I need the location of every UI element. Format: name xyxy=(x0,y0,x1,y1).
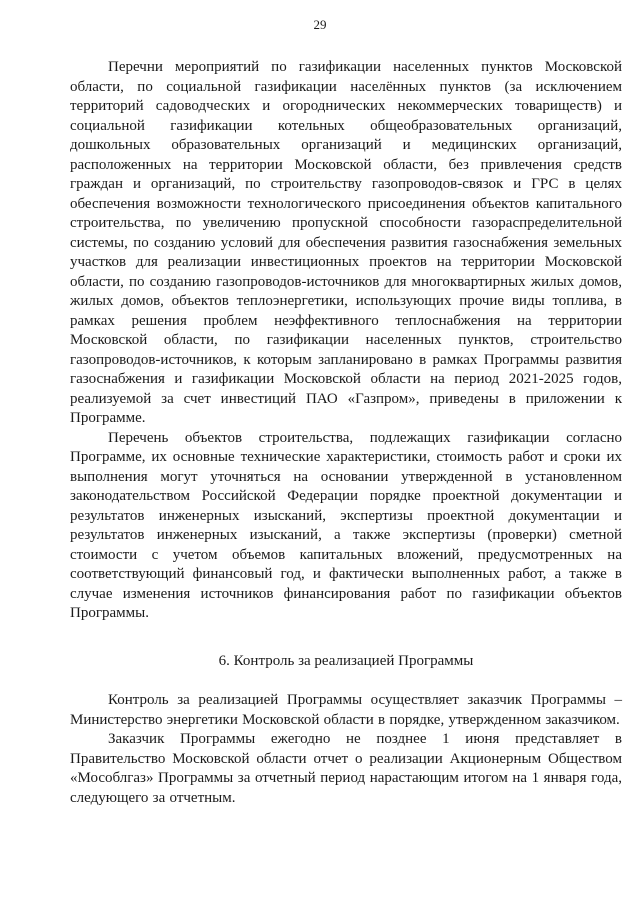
section-heading: 6. Контроль за реализацией Программы xyxy=(218,652,474,669)
document-body xyxy=(70,58,622,808)
paragraph-program-control: Контроль за реализацией Программы осуществляет заказчик Программы – Министерство энергетики Московской области в порядке, утвержденном заказчиком. xyxy=(70,692,622,728)
paragraph-construction-objects: Перечень объектов строительства, подлежащих газификации согласно Программе, их основные технические характеристики, стоимость работ и сроки их выполнения могут уточняться на основании утвержденной в установленном законодательством Российской Федерации порядке проектной документации и результатов инженерных изысканий, экспертизы проектной документации и результатов инженерных изысканий, а также экспертизы (проверки) сметной стоимости с учетом объемов капитальных вложений, предусмотренных на соответствующий финансовый год, и фактически выполненных работ, а также в случае изменения источников финансирования работ по газификации объектов Программы. xyxy=(70,429,622,621)
page-number: 29 xyxy=(313,17,327,32)
paragraph-gasification-lists: Перечни мероприятий по газификации населенных пунктов Московской области, по социальной газификации населённых пунктов (за исключением территорий садоводческих и огороднических некоммерческих товариществ) и социальной газификации котельных общеобразовательных организаций, дошкольных образовательных организаций и медицинских организаций, расположенных на территории Московской области, без привлечения средств граждан и организаций, по строительству газопроводов-связок и ГРС в целях обеспечения возможности технологического присоединения объектов капитального строительства, по увеличению пропускной способности газораспределительной системы, по созданию условий для обеспечения развития газоснабжения земельных участков для реализации инвестиционных проектов на территории Московской области, по созданию газопроводов-источников для многоквартирных жилых домов, жилых домов, объектов теплоэнергетики, использующих прочие виды топлива, в рамках решения проблем неэффективного теплоснабжения на территории Московской области, по газификации населенных пунктов, строительство газопроводов-источников, к которым запланировано в рамках Программы развития газоснабжения и газификации Московской области на период 2021-2025 годов, реализуемой за счет инвестиций ПАО «Газпром», приведены в приложении к Программе. xyxy=(70,59,622,426)
paragraph-annual-report: Заказчик Программы ежегодно не позднее 1 июня представляет в Правительство Московской области отчет о реализации Акционерным Обществом «Мособлгаз» Программы за отчетный период нарастающим итогом на 1 января года, следующего за отчетным. xyxy=(70,731,622,806)
